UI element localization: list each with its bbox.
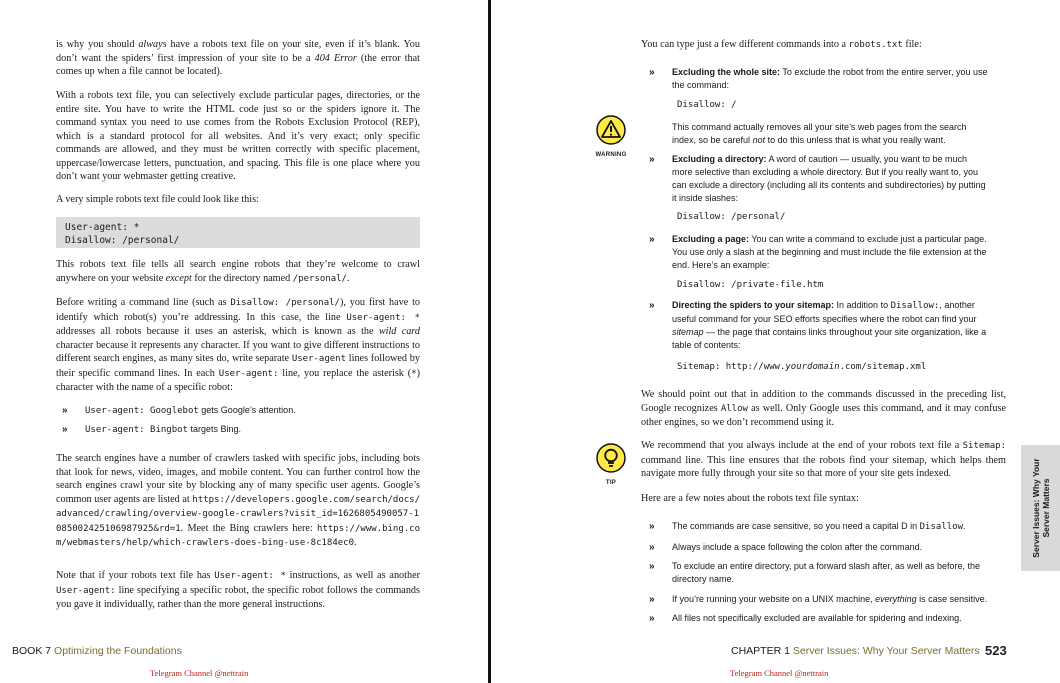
paragraph-commands-intro: You can type just a few different commands into a robots.txt file: bbox=[641, 39, 922, 50]
warning-callout bbox=[593, 115, 629, 158]
chapter-side-tab bbox=[1021, 445, 1060, 571]
code-example-box bbox=[56, 217, 420, 248]
list-item-note: This command actually removes all your site’s web pages from the search index, so be careful not to do this unless that is what you really want. bbox=[672, 122, 967, 145]
warning-icon bbox=[596, 115, 626, 145]
footer-book: BOOK 7 Optimizing the Foundations bbox=[12, 645, 182, 657]
list-item: » User-agent: Bingbot targets Bing. bbox=[62, 424, 241, 435]
chevron-bullet-icon: » bbox=[649, 234, 655, 245]
code-line: Disallow: /personal/ bbox=[65, 234, 180, 246]
paragraph-specific-robot: Note that if your robots text file has User-agent: * instructions, as well as another User-agent: line specifying a specific robot, the specific robot follows the commands you gave it individually, rather than the more general instructions. bbox=[56, 570, 420, 610]
chevron-bullet-icon: » bbox=[62, 424, 68, 435]
chevron-bullet-icon: » bbox=[649, 613, 655, 624]
list-item: » The commands are case sensitive, so you need a capital D in Disallow. bbox=[649, 521, 966, 532]
list-item: » User-agent: Googlebot gets Google’s attention. bbox=[62, 405, 296, 416]
page-number: 523 bbox=[985, 643, 1007, 658]
warning-label: WARNING bbox=[595, 152, 627, 158]
right-page bbox=[492, 0, 1060, 683]
paragraph-allow: We should point out that in addition to the commands discussed in the preceding list, Google recognizes Allow as well. Only Google uses this command, and it may confuse other engines, so we don’t recommend using it. bbox=[641, 389, 1007, 428]
code-line: Sitemap: http://www.yourdomain.com/sitemap.xml bbox=[677, 362, 927, 372]
list-item: » Directing the spiders to your sitemap: In addition to Disallow:, another useful command for your SEO efforts specifies where the robot can find your sitemap — the page that contains links throughout your site organization, like a table of contents: bbox=[649, 300, 987, 350]
chevron-bullet-icon: » bbox=[62, 405, 68, 416]
code-line: Disallow: /personal/ bbox=[677, 212, 786, 222]
paragraph-user-agent: Before writing a command line (such as Disallow: /personal/), you first have to identify which robot(s) you’re addressing. In this case, the line User-agent: * addresses all robots because it uses an asterisk, which is known as the wild card character because it represents any character. If you want to give different instructions to different search engines, as many sites do, write separate User-agent lines followed by their specific command lines. In each User-agent: line, you replace the asterisk (*) character with the name of a specific robot: bbox=[56, 297, 421, 393]
chevron-bullet-icon: » bbox=[649, 154, 655, 165]
paragraph-404: is why you should always have a robots text file on your site, even if it’s blank. You don’t want the spiders’ first impression of your site to be a 404 Error (the error that comes up when a file cannot be located). bbox=[56, 39, 420, 77]
paragraph-simple-example: A very simple robots text file could look like this: bbox=[56, 194, 259, 205]
chevron-bullet-icon: » bbox=[649, 300, 655, 311]
lightbulb-icon bbox=[596, 443, 626, 473]
list-item: » To exclude an entire directory, put a forward slash after, as well as before, the directory name. bbox=[649, 561, 980, 584]
page-divider bbox=[488, 0, 491, 683]
side-tab-line: Server Matters bbox=[1040, 478, 1051, 538]
tip-callout bbox=[593, 443, 629, 486]
left-page bbox=[0, 0, 488, 683]
paragraph-robots-intro: With a robots text file, you can selectively exclude particular pages, directories, or the entire site. You have to write the HTML code just so or the spiders ignore it. The command syntax you need to use comes from the Robots Exclusion Protocol (REP), which is a standard protocol for all websites. And it’s very exact; only specific commands are allowed, and they must be written correctly with specific placement, uppercase/lowercase letters, punctuation, and spacing. This file is one place where you don’t want your webmaster getting creative. bbox=[56, 90, 420, 182]
list-item: » If you’re running your website on a UNIX machine, everything is case sensitive. bbox=[649, 594, 988, 605]
list-item: » Excluding the whole site: To exclude the robot from the entire server, you use the command: bbox=[649, 67, 988, 90]
chevron-bullet-icon: » bbox=[649, 594, 655, 605]
chevron-bullet-icon: » bbox=[649, 67, 655, 78]
chevron-bullet-icon: » bbox=[649, 542, 655, 553]
chevron-bullet-icon: » bbox=[649, 561, 655, 572]
paragraph-tip: We recommend that you always include at the end of your robots text file a Sitemap: command line. This line ensures that the robots find your sitemap, which helps them navigate more fully through your site so that more of your site gets indexed. bbox=[641, 440, 1006, 479]
list-item: » Always include a space following the colon after the command. bbox=[649, 542, 923, 553]
code-line: User-agent: * bbox=[65, 222, 140, 233]
code-line: Disallow: /private-file.htm bbox=[677, 280, 824, 290]
watermark: Telegram Channel @nettrain bbox=[730, 668, 829, 678]
paragraph-explanation: This robots text file tells all search engine robots that they’re welcome to crawl anywhere on your website except for the directory named /personal/. bbox=[56, 259, 420, 284]
paragraph-syntax-notes: Here are a few notes about the robots text file syntax: bbox=[641, 493, 859, 504]
side-tab-line: Server Issues: Why Your bbox=[1030, 458, 1041, 558]
list-item: » Excluding a page: You can write a command to exclude just a particular page. You use only a slash at the beginning and must include the file extension at the end. Here’s an example: bbox=[649, 234, 987, 270]
paragraph-crawlers: The search engines have a number of crawlers tasked with specific jobs, including bots that look for news, video, images, and mobile content. You can further control how the search engines crawl your site by blocking any of many specific user agents. Google’s common user agents are listed at https://developers.google.com/search/docs/advanced/crawling/overview-google-crawlers?visit_id=1626805490057-1085002425106987925&rd=1. Meet the Bing crawlers here: https://www.bing.com/webmasters/help/which-crawlers-does-bing-use-8c184ec0. bbox=[56, 453, 420, 548]
list-item: » All files not specifically excluded are available for spidering and indexing. bbox=[649, 613, 962, 624]
watermark: Telegram Channel @nettrain bbox=[150, 668, 249, 678]
list-item: » Excluding a directory: A word of caution — usually, you want to be much more selective than excluding a whole directory. But if you really want to, you can exclude a directory (including all its contents and subdirectories) by putting it inside slashes: bbox=[649, 154, 986, 203]
chevron-bullet-icon: » bbox=[649, 521, 655, 532]
code-line: Disallow: / bbox=[677, 100, 737, 110]
tip-label: TIP bbox=[605, 480, 617, 486]
footer-chapter: CHAPTER 1 Server Issues: Why Your Server Matters bbox=[731, 645, 980, 657]
